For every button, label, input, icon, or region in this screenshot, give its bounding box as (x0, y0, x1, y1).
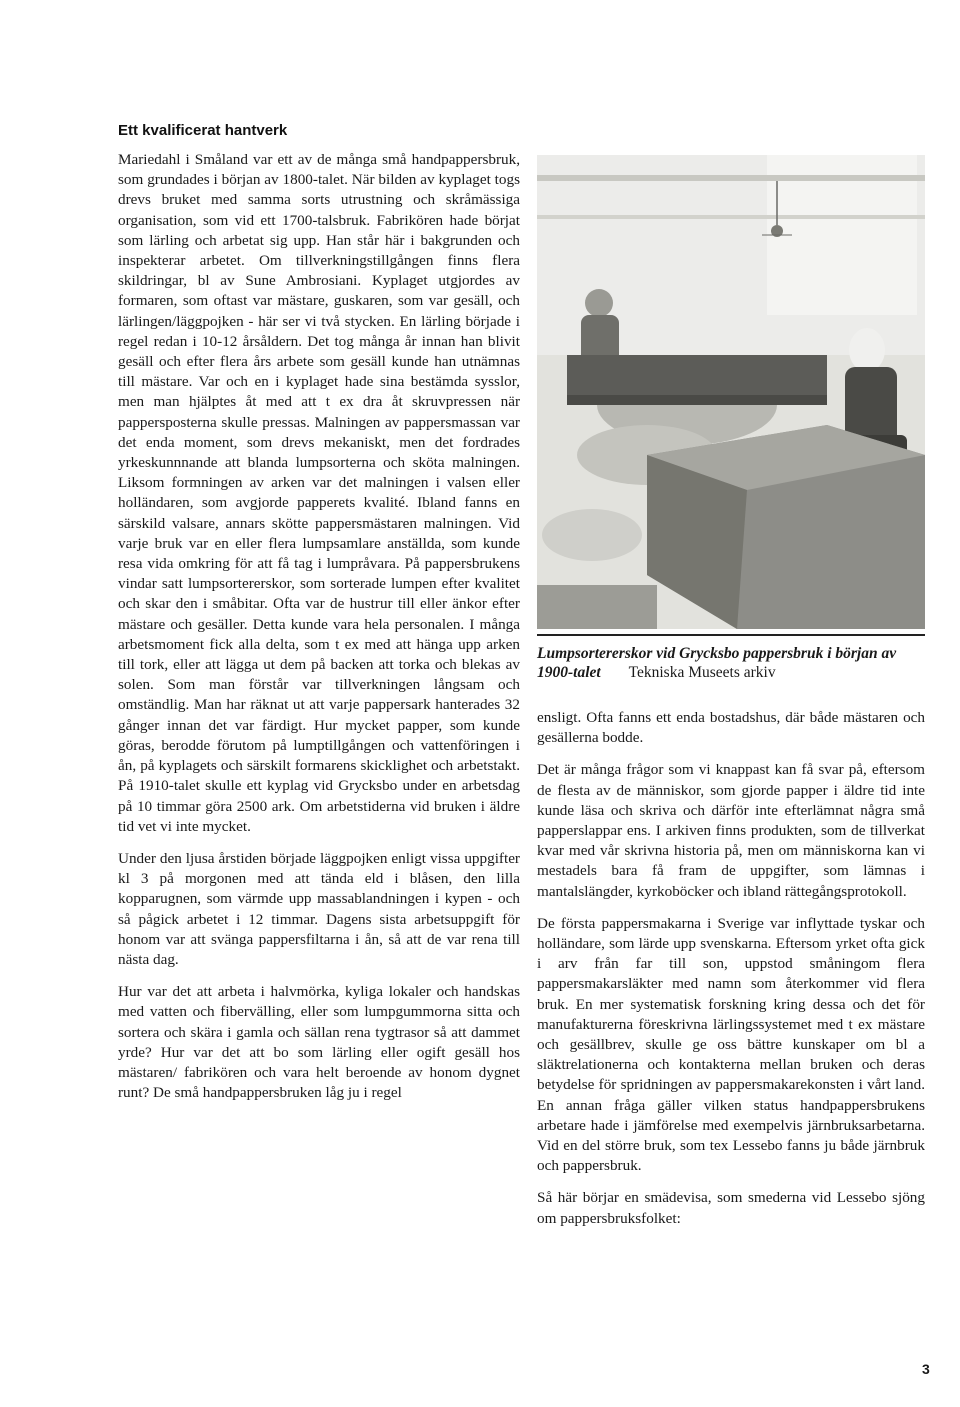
paragraph: Mariedahl i Småland var ett av de många små handpappersbruk, som grundades i början av 1800-talet. När bilden av kyplaget togs drevs bruket med samma sorts utrustning och skråmässiga organisation, som vid ett 1700-talsbruk. Fabrikören hade börjat som lärling och arbetat sig upp. Han står här i bakgrunden och inspekterar arbetet. Om tillverkningstillgången finns flera skildringar, bl av Sune Ambrosiani. Kyplaget utgjordes av formaren, som oftast var mästare, guskaren, som var gesäll, och lärlingen/läggpojken - här ser vi två stycken. En lärling började i regel redan i 10-12 årsåldern. Det tog många år innan han blivit gesäll och efter flera års arbete som gesäll kunde han utnämnas till mästare. Var och en i kyplaget hade sina bestämda sysslor, men man hjälptes åt med att t ex dra åt skruvpressen när pappersposterna skulle pressas. Malningen av pappersmassan var det enda moment, som drevs mekaniskt, men det fordrades yrkeskunnnande att blanda lumpsorterna och sköta malningen. Liksom formningen av arken var det malningen i valsen eller holländaren, som avgjorde papperets kvalité. Ibland fanns en särskild valsare, annars skötte pappersmästaren malningen. Vid varje bruk var en eller flera lumpsamlare anställda, som kunde resa vida omkring för att få tag i lumpråvara. På pappersbrukens vindar satt lumpsortererskor, som sorterade lumpen efter kvalitet och skar den i småbitar. Ofta var de hustrur till eller änkor efter mästare och gesäller. Detta kunde vara hela personalen. I många arbetsmoment fick alla delta, som t ex med att hänga upp arken till tork, eller att lägga ut dem på backen att torka och blekas av solen. Som man förstår var tillverkningen långsam och omständlig. Man har räknat ut att varje pappersark hanterades 32 gånger innan det var färdigt. Hur mycket papper, som kunde göras, berodde förutom på lumptillgången och vattenföringen i ån, på kyplagets och särskilt formarens skicklighet och arbetstakt. På 1910-talet skulle ett kyplag vid Grycksbo under en arbetsdag på 10 timmar göra 2500 ark. Om arbetstiderna vid bruken i äldre tid vet vi inte mycket. (118, 151, 520, 835)
left-column (118, 150, 520, 1115)
right-column (537, 708, 925, 1241)
article-heading: Ett kvalificerat hantverk (118, 122, 288, 139)
paragraph: ensligt. Ofta fanns ett enda bostadshus, där både mästaren och gesällerna bodde. (537, 709, 925, 747)
caption-divider (537, 634, 925, 636)
paragraph: Det är många frågor som vi knappast kan få svar på, eftersom de flesta av de människor, som gjorde papper i äldre tid inte kunde läsa och skriva och därför inte efterlämnat några små papperslappar ens. I arkiven finns produkten, som de tillverkat kvar med vår skrivna historia på, men om människorna kan vi mestadels bara få fram de uppgifter, som lämnas i mantalslängder, kyrkoböcker och ibland rättegångsprotokoll. (537, 761, 925, 900)
caption-title: Lumpsortererskor vid Grycksbo pappersbruk i början av 1900-talet (537, 645, 897, 681)
caption-credit: Tekniska Museets arkiv (628, 664, 776, 681)
photo-illustration (537, 155, 925, 629)
page-number: 3 (922, 1361, 930, 1377)
paragraph: Under den ljusa årstiden började läggpojken enligt vissa uppgifter kl 3 på morgonen med att tända eld i blåsen, den lilla kopparugnen, som värmde upp massablandningen i kypen - och så pågick arbetet i 12 timmar. Dagens sista arbetsuppgift för honom var att svänga pappersfiltarna i ån, så att de var rena till nästa dag. (118, 849, 520, 968)
photo-caption (537, 644, 925, 682)
paragraph: De första pappersmakarna i Sverige var inflyttade tyskar och holländare, som lärde upp svenskarna. Eftersom yrket ofta gick i arv från far till son, uppstod småningom flera pappersmakarsläkter med namn som återkommer vid flera bruk. En mer systematisk forskning kring dessa och det för manufakturerna föreskrivna lärlingssystemet med t ex mästare och gesällbrev, skulle ge oss bättre kunskaper om bl a släktrelationerna och kontakterna mellan bruken och deras betydelse för spridningen av pappersmakarekonsten i vårt land. En annan fråga gäller vilken status handpappersbrukens arbetare hade i jämförelse med exempelvis järnbruksarbetarna. Vid en del större bruk, som tex Lessebo fanns ju både järnbruk och pappersbruk. (537, 914, 925, 1175)
paragraph: Hur var det att arbeta i halvmörka, kyliga lokaler och handskas med vatten och fibervälling, eller som lumpgummorna sitta och sortera och skära i gamla och sällan rena tygtrasor så att dammet yrde? Hur var det att bo som lärling eller ogift gesäll hos mästaren/ fabrikören och vara helt beroende av honom dygnet runt? De små handpappersbruken låg ju i regel (118, 983, 520, 1102)
paragraph: Så här börjar en smädevisa, som smederna vid Lessebo sjöng om pappersbruksfolket: (537, 1189, 925, 1227)
historical-photo (537, 155, 925, 629)
